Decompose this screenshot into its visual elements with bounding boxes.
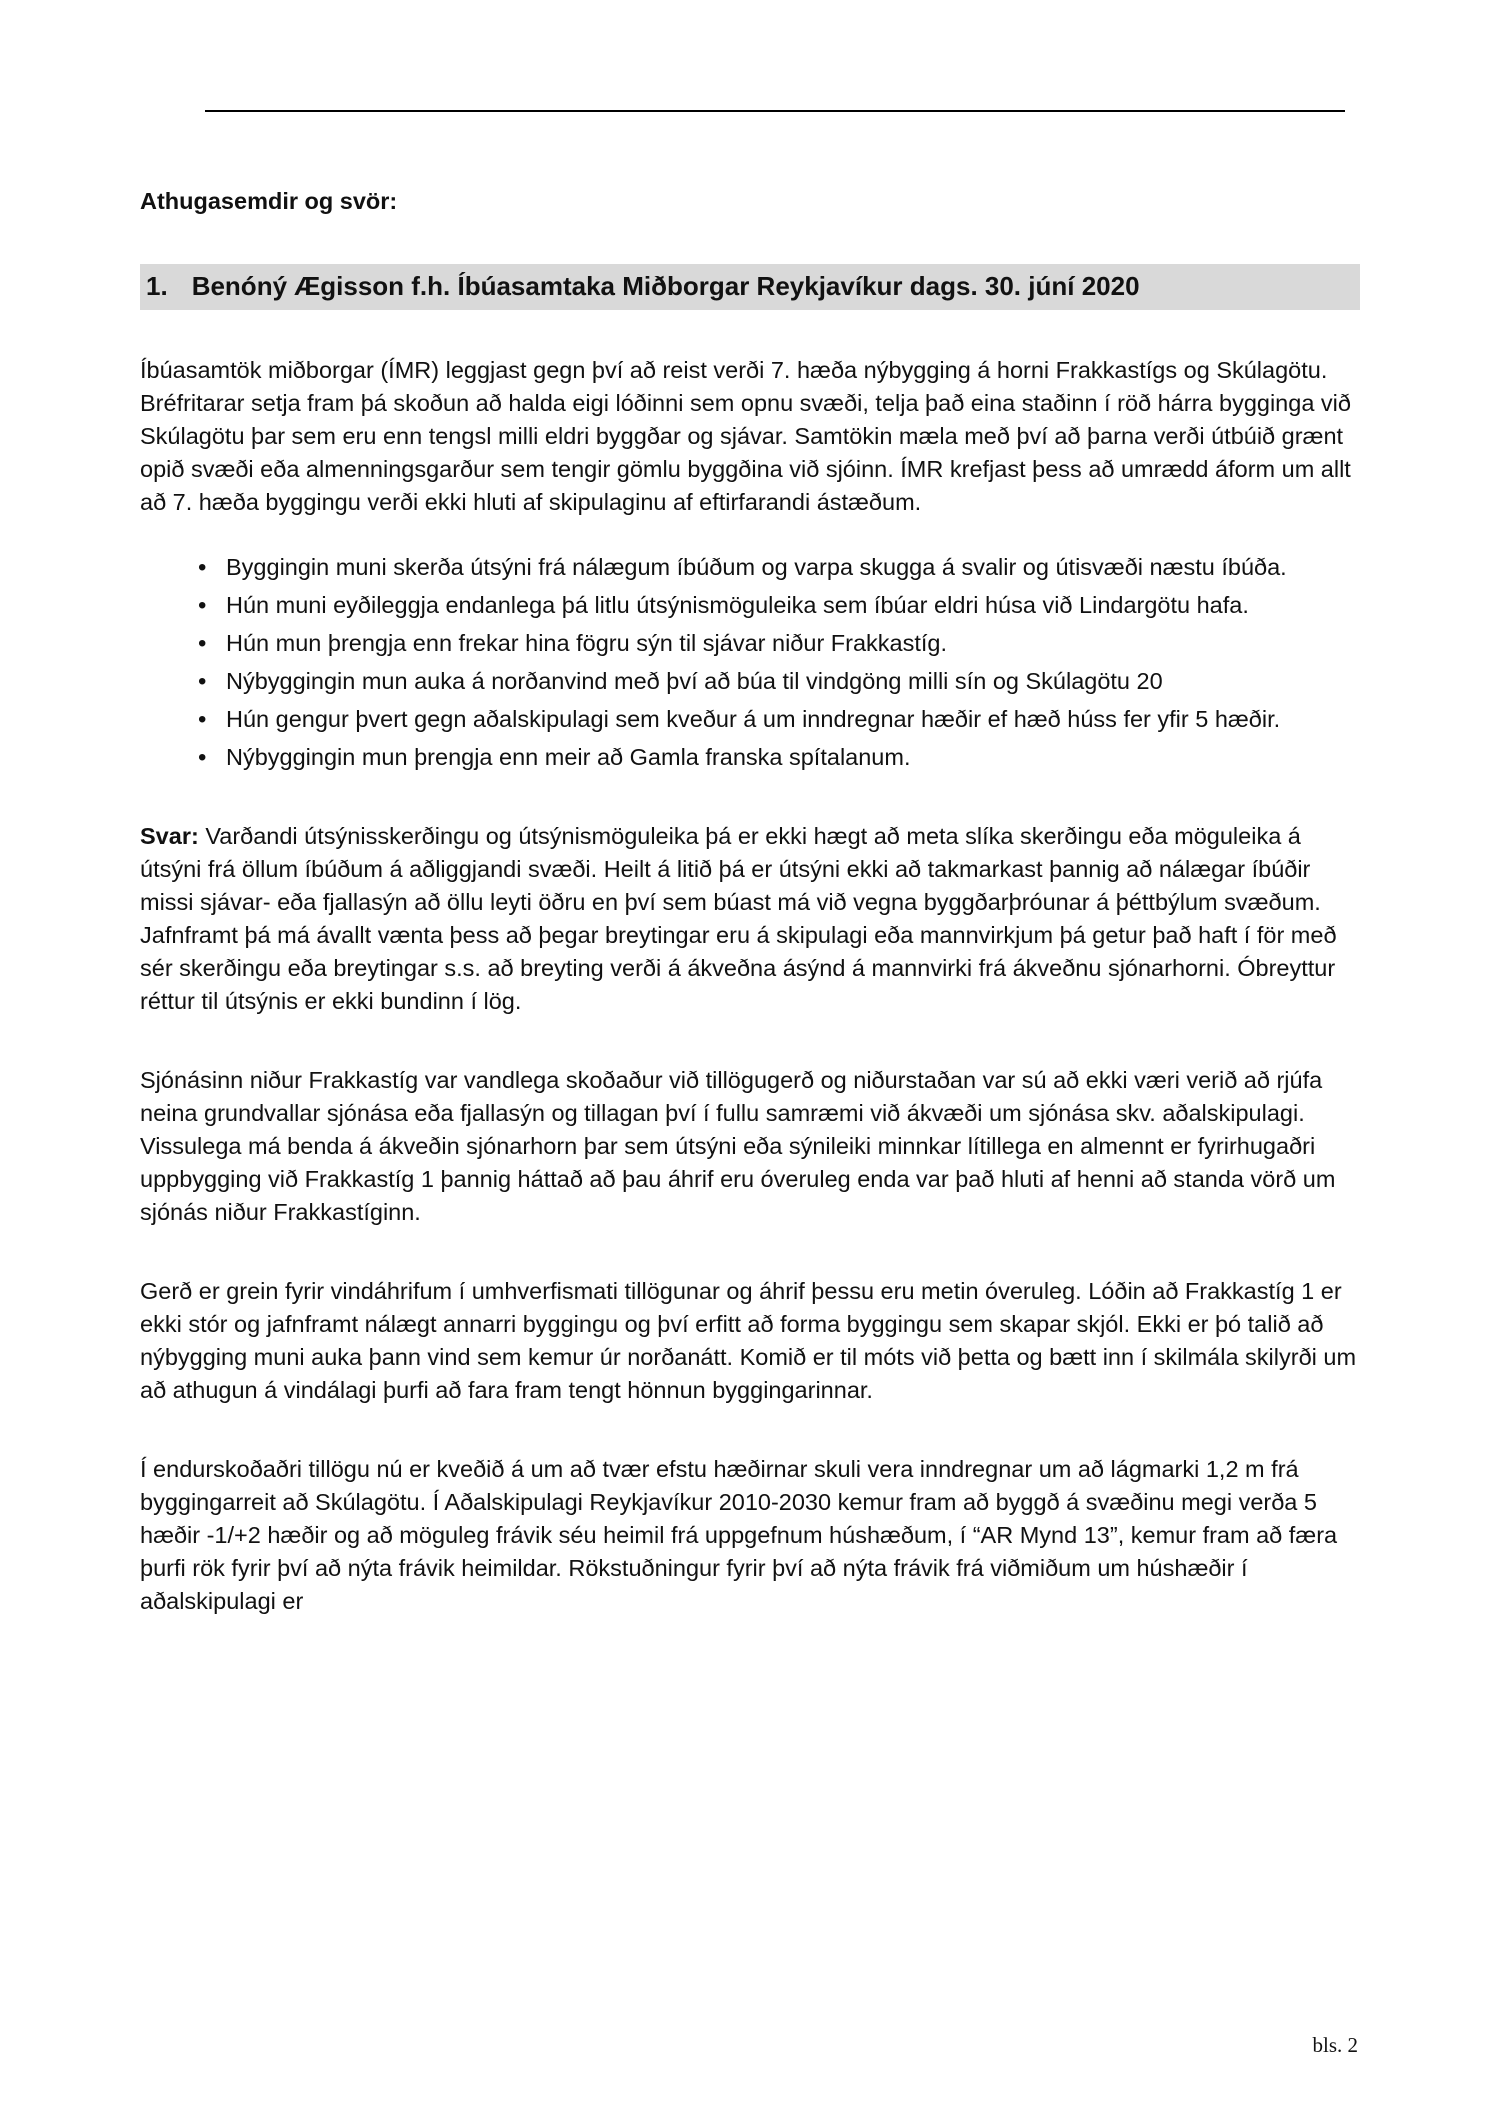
header-rule	[205, 110, 1345, 112]
list-item: • Hún gengur þvert gegn aðalskipulagi sem kveður á um inndregnar hæðir ef hæð húss fer yfir 5 hæðir.	[198, 703, 1360, 736]
list-item: • Nýbyggingin mun auka á norðanvind með því að búa til vindgöng milli sín og Skúlagötu 20	[198, 665, 1360, 698]
list-item: • Byggingin muni skerða útsýni frá nálægum íbúðum og varpa skugga á svalir og útisvæði næstu íbúða.	[198, 551, 1360, 584]
list-item: • Hún muni eyðileggja endanlega þá litlu útsýnismöguleika sem íbúar eldri húsa við Lindargötu hafa.	[198, 589, 1360, 622]
answer-label: Svar:	[140, 823, 199, 849]
comments-heading: Athugasemdir og svör:	[140, 188, 398, 214]
answer-text: Varðandi útsýnisskerðingu og útsýnismöguleika þá er ekki hægt að meta slíka skerðingu eða möguleika á útsýni frá öllum íbúðum á aðliggjandi svæði. Heilt á litið þá er útsýni ekki að takmarkast þannig að nálægar íbúðir missi sjávar- eða fjallasýn að öllu leyti öðru en því sem búast má við vegna byggðarþróunar á þéttbýlum svæðum. Jafnframt þá má ávallt vænta þess að þegar breytingar eru á skipulagi eða mannvirkjum þá getur það haft í för með sér skerðingu eða breytingar s.s. að breyting verði á ákveðna ásýnd á mannvirki frá ákveðnu sjónarhorni. Óbreyttur réttur til útsýnis er ekki bundinn í lög.	[140, 823, 1337, 1014]
paragraph-sightlines: Sjónásinn niður Frakkastíg var vandlega skoðaður við tillögugerð og niðurstaðan var sú að ekki væri verið að rjúfa neina grundvallar sjónása eða fjallasýn og tillagan því í fullu samræmi við ákvæði um sjónása skv. aðalskipulagi. Vissulega má benda á ákveðin sjónarhorn þar sem útsýni eða sýnileiki minnkar lítillega en almennt er fyrirhugaðri uppbygging við Frakkastíg 1 þannig háttað að þau áhrif eru óveruleg enda var það hluti af henni að standa vörð um sjónás niður Frakkastíginn.	[140, 1067, 1336, 1225]
objections-list	[140, 551, 1360, 774]
page-number: bls. 2	[1312, 2033, 1358, 2057]
intro-paragraph: Íbúasamtök miðborgar (ÍMR) leggjast gegn því að reist verði 7. hæða nýbygging á horni Frakkastígs og Skúlagötu. Bréfritarar setja fram þá skoðun að halda eigi lóðinni sem opnu svæði, telja það eina staðinn í röð hárra bygginga við Skúlagötu þar sem eru enn tengsl milli eldri byggðar og sjávar. Samtökin mæla með því að þarna verði útbúið grænt opið svæði eða almenningsgarður sem tengir gömlu byggðina við sjóinn. ÍMR krefjast þess að umrædd áform um allt að 7. hæða byggingu verði ekki hluti af skipulaginu af eftirfarandi ástæðum.	[140, 357, 1351, 515]
paragraph-revised-proposal: Í endurskoðaðri tillögu nú er kveðið á um að tvær efstu hæðirnar skuli vera inndregnar um að lágmarki 1,2 m frá byggingarreit að Skúlagötu. Í Aðalskipulagi Reykjavíkur 2010-2030 kemur fram að byggð á svæðinu megi verða 5 hæðir -1/+2 hæðir og að möguleg frávik séu heimil frá uppgefnum húshæðum, í “AR Mynd 13”, kemur fram að færa þurfi rök fyrir því að nýta frávik heimildar. Rökstuðningur fyrir því að nýta frávik frá viðmiðum um húshæðir í aðalskipulagi er	[140, 1456, 1338, 1614]
list-item: • Nýbyggingin mun þrengja enn meir að Gamla franska spítalanum.	[198, 741, 1360, 774]
section-title: Benóný Ægisson f.h. Íbúasamtaka Miðborgar Reykjavíkur dags. 30. júní 2020	[191, 271, 1140, 301]
list-item: • Hún mun þrengja enn frekar hina fögru sýn til sjávar niður Frakkastíg.	[198, 627, 1360, 660]
answer-paragraph	[140, 820, 1360, 1018]
section-number: 1.	[146, 271, 168, 301]
paragraph-wind: Gerð er grein fyrir vindáhrifum í umhverfismati tillögunar og áhrif þessu eru metin óveruleg. Lóðin að Frakkastíg 1 er ekki stór og jafnframt nálægt annarri byggingu og því erfitt að forma byggingu sem skapar skjól. Ekki er þó talið að nýbygging muni auka þann vind sem kemur úr norðanátt. Komið er til móts við þetta og bætt inn í skilmála skilyrði um að athugun á vindálagi þurfi að fara fram tengt hönnun byggingarinnar.	[140, 1278, 1357, 1403]
section-heading	[140, 264, 1360, 310]
